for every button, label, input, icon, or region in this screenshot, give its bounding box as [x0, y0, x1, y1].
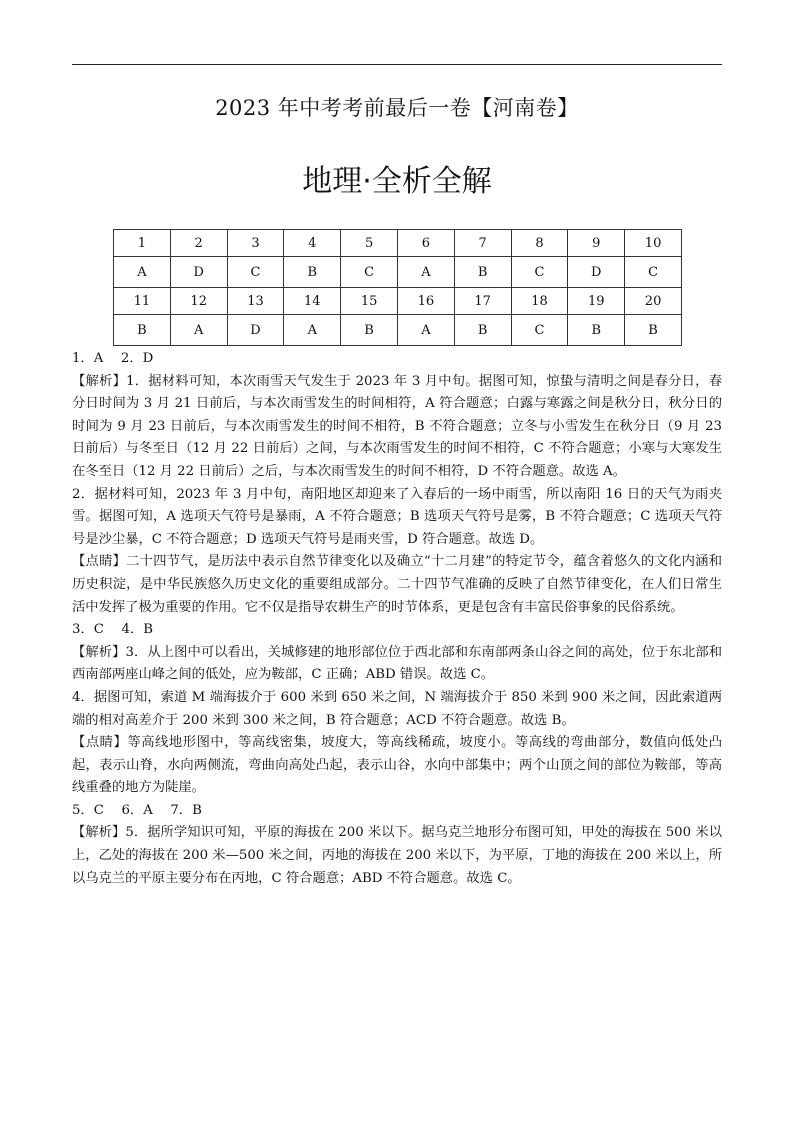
- answer-line-5-7: 5．C 6．A 7．B: [72, 802, 202, 818]
- question-number: 18: [511, 288, 568, 315]
- question-number: 2: [170, 230, 227, 257]
- analysis-q3: 【解析】3．从上图中可以看出，关城修建的地形部位位于西北部和东南部两条山谷之间的高处，位于东北部和西南部两座山峰之间的低处，应为鞍部，C 正确；ABD 错误。故选 C。: [72, 644, 722, 683]
- answer-row-letters: [114, 315, 682, 346]
- top-divider: [72, 64, 722, 65]
- answer-cell: A: [114, 257, 171, 288]
- question-number: 10: [625, 230, 682, 257]
- question-number: 9: [568, 230, 625, 257]
- answer-cell: B: [625, 315, 682, 346]
- page-title: 2023 年中考考前最后一卷【河南卷】: [215, 96, 579, 120]
- question-number: 3: [227, 230, 284, 257]
- answer-cell: C: [625, 257, 682, 288]
- answer-cell: C: [227, 257, 284, 288]
- question-number: 4: [284, 230, 341, 257]
- answer-cell: C: [511, 257, 568, 288]
- explanation-body: [72, 348, 722, 890]
- analysis-q5: 【解析】5．据所学知识可知，平原的海拔在 200 米以下。据乌克兰地形分布图可知，甲处的海拔在 500 米以上，乙处的海拔在 200 米—500 米之间，丙地的海拔在 200 米以下，为平原，丁地的海拔在 200 米以上，所以乌克兰的平原主要分布在丙地，C 符合题意；ABD 不符合题意。故选 C。: [72, 825, 722, 886]
- answer-cell: D: [170, 257, 227, 288]
- analysis-q1: 【解析】1．据材料可知，本次雨雪天气发生于 2023 年 3 月中旬。据图可知，惊蛰与清明之间是春分日，春分日时间为 3 月 21 日前后，与本次雨雪发生的时间相符，A 符合题意；白露与寒露之间是秋分日，秋分日的时间为 9 月 23 日前后，与本次雨雪发生的时间不相符，B 不符合题意；立冬与小雪发生在秋分日（9 月 23 日前后）与冬至日（12 月 22 日前后）之间，与本次雨雪发生的时间不相符，C 不符合题意；小寒与大寒发生在冬至日（12 月 22 日前后）之后，与本次雨雪发生的时间不相符，D 不符合题意。故选 A。: [72, 373, 722, 479]
- answer-cell: C: [511, 315, 568, 346]
- answer-cell: A: [397, 257, 454, 288]
- analysis-q4: 4．据图可知，索道 M 端海拔介于 600 米到 650 米之间，N 端海拔介于 850 米到 900 米之间，因此索道两端的相对高差介于 200 米到 300 米之间，B 符合题意；ACD 不符合题意。故选 B。: [72, 689, 722, 728]
- question-number: 8: [511, 230, 568, 257]
- answer-line-3-4: 3．C 4．B: [72, 622, 153, 638]
- question-number: 12: [170, 288, 227, 315]
- question-number: 15: [341, 288, 398, 315]
- answer-cell: D: [568, 257, 625, 288]
- question-number: 17: [454, 288, 511, 315]
- answer-cell: B: [114, 315, 171, 346]
- question-number: 16: [397, 288, 454, 315]
- page-subtitle: 地理·全析全解: [302, 164, 492, 199]
- question-number: 11: [114, 288, 171, 315]
- analysis-q2: 2．据材料可知，2023 年 3 月中旬，南阳地区却迎来了入春后的一场中雨雪，所以南阳 16 日的天气为雨夹雪。据图可知，A 选项天气符号是暴雨，A 不符合题意；B 选项天气符号是雾，B 不符合题意；C 选项天气符号是沙尘暴，C 不符合题意；D 选项天气符号是雨夹雪，D 符合题意。故选 D。: [72, 486, 722, 547]
- answer-cell: B: [341, 315, 398, 346]
- answer-cell: A: [284, 315, 341, 346]
- answer-line-1-2: 1．A 2．D: [72, 351, 154, 366]
- answer-table: [113, 229, 682, 346]
- tip-contour-map: 【点睛】等高线地形图中，等高线密集，坡度大，等高线稀疏，坡度小。等高线的弯曲部分，数值向低处凸起，表示山脊，水向两侧流，弯曲向高处凸起，表示山谷，水向中部集中；两个山顶之间的部位为鞍部，等高线重叠的地方为陡崖。: [72, 735, 722, 796]
- question-number: 6: [397, 230, 454, 257]
- question-number: 20: [625, 288, 682, 315]
- answer-row-letters: [114, 257, 682, 288]
- answer-cell: C: [341, 257, 398, 288]
- answer-cell: B: [454, 257, 511, 288]
- answer-cell: A: [397, 315, 454, 346]
- answer-row-numbers: [114, 288, 682, 315]
- answer-cell: B: [284, 257, 341, 288]
- question-number: 13: [227, 288, 284, 315]
- question-number: 19: [568, 288, 625, 315]
- answer-row-numbers: [114, 230, 682, 257]
- question-number: 5: [341, 230, 398, 257]
- question-number: 1: [114, 230, 171, 257]
- answer-cell: D: [227, 315, 284, 346]
- answer-cell: B: [568, 315, 625, 346]
- answer-cell: B: [454, 315, 511, 346]
- tip-solar-terms: 【点睛】二十四节气，是历法中表示自然节律变化以及确立“十二月建”的特定节令，蕴含着悠久的文化内涵和历史积淀，是中华民族悠久历史文化的重要组成部分。二十四节气准确的反映了自然节律变化，在人们日常生活中发挥了极为重要的作用。它不仅是指导农耕生产的时节体系，更是包含有丰富民俗事象的民俗系统。: [72, 554, 722, 615]
- question-number: 7: [454, 230, 511, 257]
- question-number: 14: [284, 288, 341, 315]
- answer-cell: A: [170, 315, 227, 346]
